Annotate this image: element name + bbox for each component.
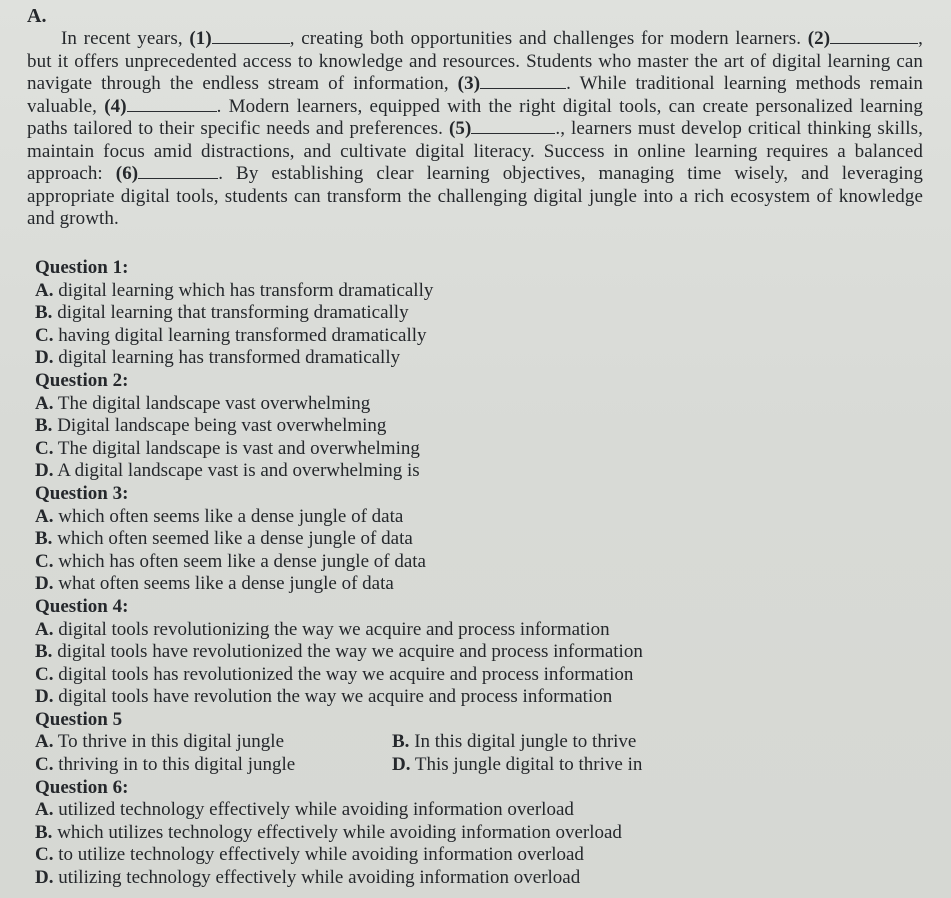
option-letter: D. (35, 867, 54, 889)
option-letter: A. (35, 799, 54, 821)
option-text: which often seems like a dense jungle of data (58, 505, 404, 527)
option-c[interactable] (35, 664, 935, 687)
option-text: digital tools have revolutionized the way we acquire and process information (57, 641, 643, 663)
reading-passage (27, 28, 923, 231)
option-a[interactable] (35, 731, 392, 754)
option-letter: C. (35, 754, 54, 776)
option-b[interactable] (392, 731, 792, 754)
answer-blank-3[interactable] (480, 73, 566, 89)
question-title: Question 4: (35, 595, 129, 617)
option-letter: B. (392, 731, 410, 753)
option-text: which has often seem like a dense jungle of data (58, 550, 426, 572)
option-a[interactable] (35, 619, 935, 642)
passage-text-2: , creating both opportunities and challenges for modern learners. (289, 28, 802, 49)
question-title: Question 1: (35, 257, 129, 278)
option-text: To thrive in this digital jungle (57, 731, 285, 753)
option-text: In this digital jungle to thrive (414, 731, 637, 753)
option-a[interactable] (35, 799, 935, 822)
option-b[interactable] (35, 822, 935, 845)
option-text: utilized technology effectively while avoiding information overload (58, 799, 574, 821)
option-d[interactable] (35, 573, 935, 596)
option-text: digital learning that transforming dramatically (57, 302, 409, 324)
option-text: which utilizes technology effectively while avoiding information overload (57, 821, 622, 843)
blank-marker-5: (5) (448, 118, 472, 139)
passage-text-6: ., learners must develop critical thinking skills, maintain focus amid distractions, and cultivate digital literacy. Success in online learning requires a balanced approach: (27, 118, 923, 184)
option-a[interactable] (35, 393, 935, 416)
option-a[interactable] (35, 280, 935, 303)
option-text: A digital landscape vast is and overwhelming is (57, 460, 420, 482)
option-letter: D. (35, 460, 54, 482)
option-text: digital learning has transformed dramatically (58, 347, 401, 369)
question-2 (35, 370, 935, 483)
option-row (35, 731, 935, 754)
option-row (35, 754, 935, 777)
option-text: having digital learning transformed dramatically (58, 324, 427, 346)
blank-marker-6: (6) (115, 163, 139, 184)
question-6 (35, 777, 935, 890)
option-c[interactable] (35, 438, 935, 461)
option-letter: C. (35, 324, 54, 346)
passage-text-5: . Modern learners, equipped with the right digital tools, can create personalized learning paths tailored to their specific needs and preferences. (27, 95, 923, 139)
blank-marker-2: (2) (807, 28, 831, 49)
option-text: to utilize technology effectively while avoiding information overload (58, 844, 584, 866)
question-title: Question 2: (35, 369, 129, 391)
option-letter: D. (35, 347, 54, 369)
blank-marker-3: (3) (457, 73, 481, 94)
option-letter: D. (35, 573, 54, 595)
option-letter: C. (35, 663, 54, 685)
passage-text-4: . While traditional learning methods remain valuable, (27, 73, 923, 117)
answer-blank-4[interactable] (127, 96, 217, 112)
option-letter: D. (35, 686, 54, 708)
option-c[interactable] (35, 844, 935, 867)
option-letter: D. (392, 754, 411, 776)
passage-text-7: . By establishing clear learning objectives, managing time wisely, and leveraging appropriate digital tools, students can transform the challenging digital jungle into a rich ecosystem of knowledge and growth. (27, 163, 923, 229)
option-d[interactable] (35, 347, 935, 370)
option-letter: B. (35, 415, 53, 437)
option-text: digital tools revolutionizing the way we acquire and process information (58, 618, 610, 640)
option-letter: A. (35, 618, 54, 640)
option-text: The digital landscape is vast and overwhelming (57, 437, 420, 459)
question-title: Question 6: (35, 776, 129, 798)
option-text: which often seemed like a dense jungle of data (57, 528, 413, 550)
option-letter: A. (35, 279, 54, 301)
option-c[interactable] (35, 325, 935, 348)
option-letter: A. (35, 505, 54, 527)
option-letter: B. (35, 641, 53, 663)
answer-blank-1[interactable] (212, 28, 290, 44)
option-letter: C. (35, 844, 54, 866)
option-letter: C. (35, 550, 54, 572)
passage-text-3: , but it offers unprecedented access to knowledge and resources. Students who master the art of digital learning can navigate through the endless stream of information, (27, 28, 924, 94)
option-c[interactable] (35, 551, 935, 574)
question-title: Question 5 (35, 708, 123, 730)
option-c[interactable] (35, 754, 392, 777)
option-b[interactable] (35, 641, 935, 664)
option-text: This jungle digital to thrive in (414, 754, 643, 776)
option-text: digital tools has revolutionized the way we acquire and process information (58, 663, 634, 685)
blank-marker-4: (4) (104, 95, 127, 117)
answer-blank-2[interactable] (830, 28, 918, 44)
blank-marker-1: (1) (189, 28, 212, 49)
option-letter: A. (35, 731, 54, 753)
option-a[interactable] (35, 506, 935, 529)
question-3 (35, 483, 935, 596)
option-b[interactable] (35, 528, 935, 551)
option-letter: B. (35, 821, 53, 843)
option-text: thriving in to this digital jungle (58, 754, 296, 776)
option-text: utilizing technology effectively while avoiding information overload (58, 867, 581, 889)
question-5 (35, 709, 935, 777)
question-4 (35, 596, 935, 709)
passage-text-1: In recent years, (61, 28, 183, 49)
option-d[interactable] (35, 460, 935, 483)
option-b[interactable] (35, 302, 935, 325)
option-letter: C. (35, 437, 54, 459)
question-list (35, 257, 935, 890)
option-b[interactable] (35, 415, 935, 438)
option-text: digital tools have revolution the way we acquire and process information (58, 686, 613, 708)
answer-blank-6[interactable] (138, 163, 218, 179)
answer-blank-5[interactable] (471, 118, 555, 134)
option-letter: B. (35, 528, 53, 550)
option-letter: A. (35, 392, 54, 414)
option-text: digital learning which has transform dramatically (58, 279, 434, 301)
option-d[interactable] (35, 867, 935, 890)
question-1 (35, 257, 935, 370)
option-d[interactable] (392, 754, 792, 777)
question-title: Question 3: (35, 482, 129, 504)
option-d[interactable] (35, 686, 935, 709)
option-letter: B. (35, 302, 53, 324)
section-label: A. (27, 5, 47, 27)
option-text: what often seems like a dense jungle of data (58, 573, 394, 595)
option-text: The digital landscape vast overwhelming (57, 392, 371, 414)
option-text: Digital landscape being vast overwhelming (57, 415, 387, 437)
